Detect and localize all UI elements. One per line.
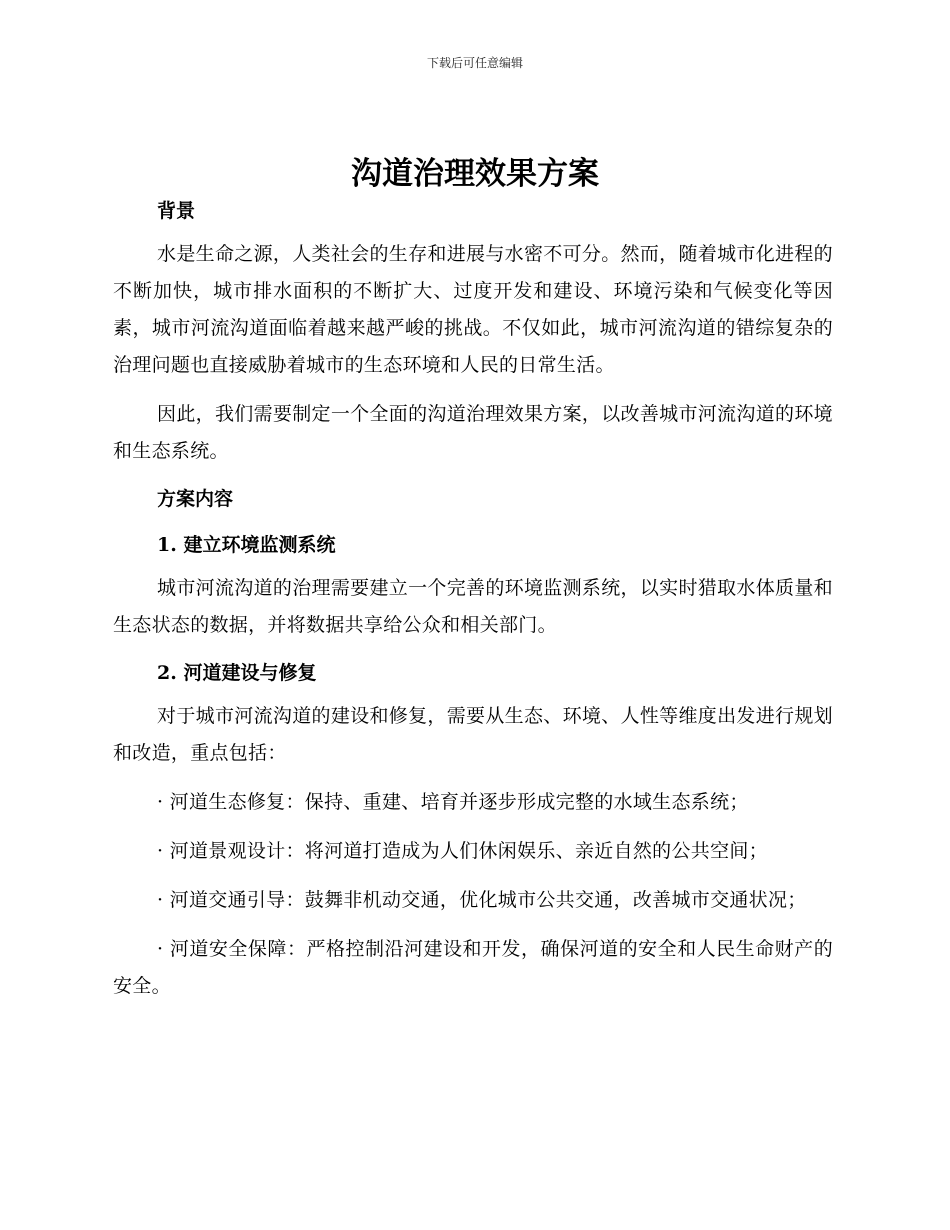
monitoring-paragraph: 城市河流沟道的治理需要建立一个完善的环境监测系统，以实时猎取水体质量和生态状态的数据，并将数据共享给公众和相关部门。 bbox=[113, 577, 833, 636]
background-paragraph-1: 水是生命之源，人类社会的生存和进展与水密不可分。然而，随着城市化进程的不断加快，城市排水面积的不断扩大、过度开发和建设、环境污染和气候变化等因素，城市河流沟道面临着越来越严峻的挑战。不仅如此，城市河流沟道的错综复杂的治理问题也直接威胁着城市的生态环境和人民的日常生活。 bbox=[113, 243, 833, 376]
bullet-item-ecology: · 河道生态修复：保持、重建、培育并逐步形成完整的水域生态系统； bbox=[157, 791, 749, 813]
subsection-heading-monitoring: 1. 建立环境监测系统 bbox=[157, 534, 336, 556]
subsection-heading-construction: 2. 河道建设与修复 bbox=[157, 662, 317, 684]
document-title: 沟道治理效果方案 bbox=[351, 156, 599, 192]
background-paragraph-2: 因此，我们需要制定一个全面的沟道治理效果方案，以改善城市河流沟道的环境和生态系统。 bbox=[113, 403, 833, 462]
bullet-item-traffic: · 河道交通引导：鼓舞非机动交通，优化城市公共交通，改善城市交通状况； bbox=[157, 889, 807, 911]
construction-paragraph: 对于城市河流沟道的建设和修复，需要从生态、环境、人性等维度出发进行规划和改造，重点包括： bbox=[113, 705, 833, 764]
page-header-note: 下载后可任意编辑 bbox=[426, 56, 523, 70]
bullet-item-safety: · 河道安全保障：严格控制沿河建设和开发，确保河道的安全和人民生命财产的安全。 bbox=[113, 938, 833, 997]
section-heading-background: 背景 bbox=[157, 200, 196, 222]
section-heading-plan: 方案内容 bbox=[157, 488, 234, 510]
document-body bbox=[113, 194, 833, 1005]
bullet-item-landscape: · 河道景观设计：将河道打造成为人们休闲娱乐、亲近自然的公共空间； bbox=[157, 840, 768, 862]
